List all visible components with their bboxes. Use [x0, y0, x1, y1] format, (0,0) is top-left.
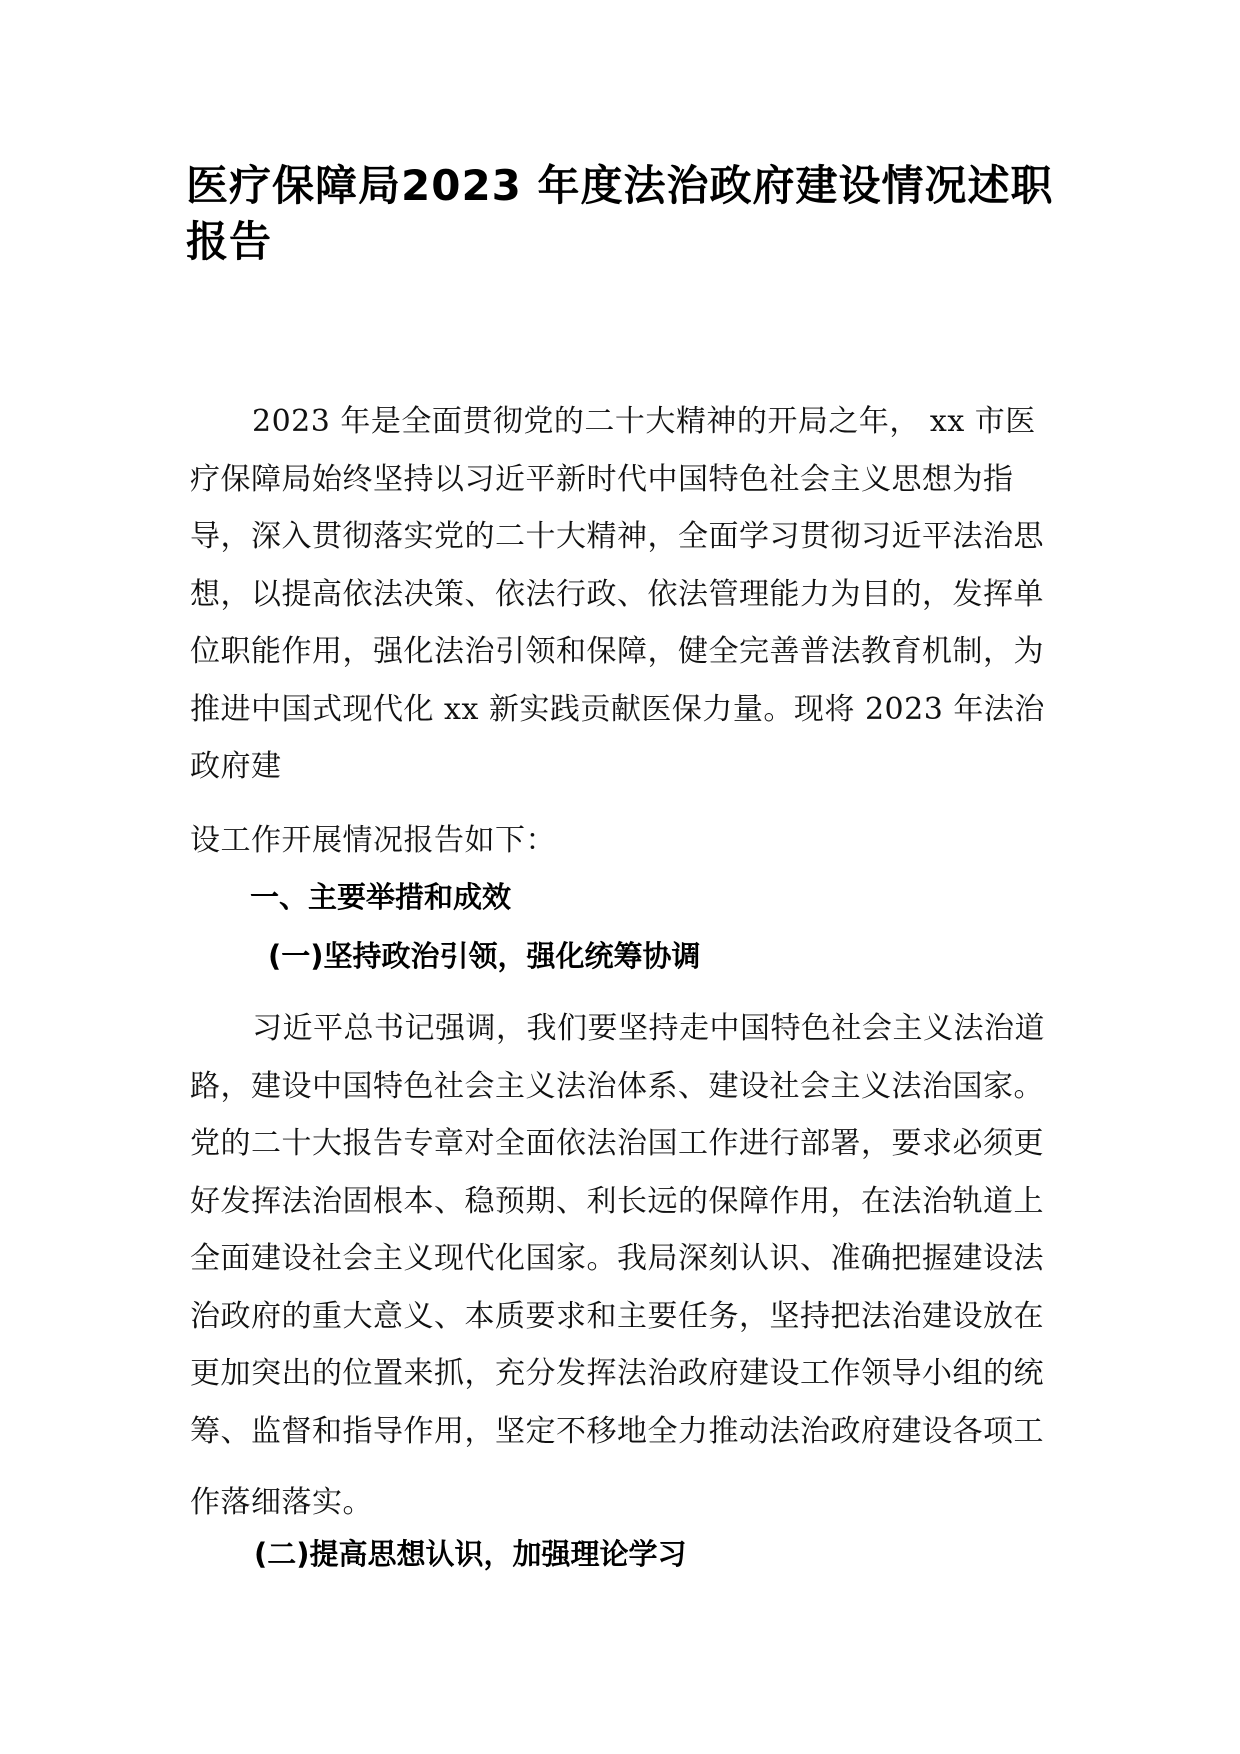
section-heading-main-measures: 一、主要举措和成效 [250, 880, 512, 914]
intro-paragraph: 2023 年是全面贯彻党的二十大精神的开局之年， xx 市医疗保障局始终坚持以习近平新时代中国特色社会主义思想为指导，深入贯彻落实党的二十大精神，全面学习贯彻习近平法治思想，以提高依法决策、依法行政、依法管理能力为目的，发挥单位职能作用，强化法治引领和保障，健全完善普法教育机制，为推进中国式现代化 xx 新实践贡献医保力量。现将 2023 年法治政府建 [190, 404, 1045, 784]
subsection-paragraph: 习近平总书记强调，我们要坚持走中国特色社会主义法治道路，建设中国特色社会主义法治体系、建设社会主义法治国家。党的二十大报告专章对全面依法治国工作进行部署，要求必须更好发挥法治固根本、稳预期、利长远的保障作用，在法治轨道上全面建设社会主义现代化国家。我局深刻认识、准确把握建设法治政府的重大意义、本质要求和主要任务，坚持把法治建设放在更加突出的位置来抓，充分发挥法治政府建设工作领导小组的统筹、监督和指导作用，坚定不移地全力推动法治政府建设各项工 [190, 1011, 1045, 1449]
subsection-continuation: 作落细落实。 [190, 1485, 373, 1520]
intro-continuation: 设工作开展情况报告如下： [190, 823, 556, 858]
subsection-heading-political-leadership: (一)坚持政治引领，强化统筹协调 [268, 939, 701, 973]
document-title: 医疗保障局2023 年度法治政府建设情况述职报告 [186, 161, 1054, 266]
subsection-heading-theory-study: (二)提高思想认识，加强理论学习 [254, 1537, 687, 1571]
